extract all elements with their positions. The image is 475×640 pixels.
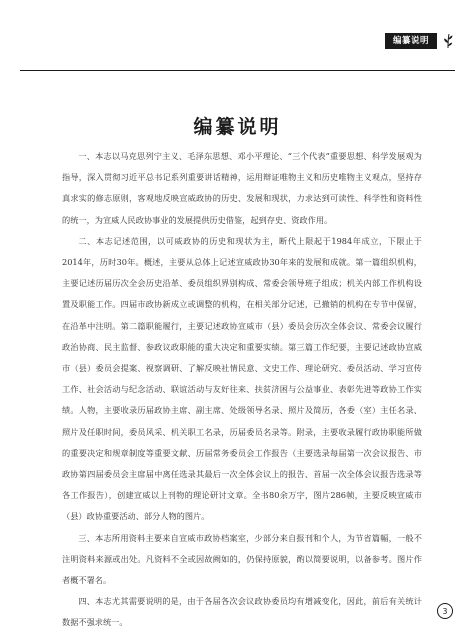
page-number-badge <box>437 603 453 619</box>
running-header <box>385 30 455 52</box>
running-header-label: 编纂说明 <box>385 33 437 49</box>
paragraph: 三、本志所用资料主要来自宣威市政协档案室，少部分来自报刊和个人，为节省篇幅，一般不注明资料来源或出处。凡资料不全或因故阙如的，仍保持原貌，酌以简要说明，以备参考。图片作者概不署名。 <box>62 532 422 586</box>
paragraph: 四、本志尤其需要说明的是，由于各届各次会议政协委员均有增减变化，因此，前后有关统计数据不强求统一。 <box>62 596 422 628</box>
leaf-sprig-icon <box>441 33 455 49</box>
paragraph: 一、本志以马克思列宁主义、毛泽东思想、邓小平理论、“三个代表”重要思想、科学发展观为指导，深入贯彻习近平总书记系列重要讲话精神，运用辩证唯物主义和历史唯物主义观点，坚持存真求实的修志原则，客观地反映宣威政协的历史、发展和现状，力求达到可读性、科学性和资料性的统一，为宣威人民政协事业的发展提供历史借鉴，起到存史、资政作用。 <box>62 151 422 225</box>
body-text <box>62 146 422 634</box>
paragraph: 二、本志记述范围，以可威政协的历史和现状为主，断代上限起于1984年成立，下限止于2014年，历时30年。概述，主要从总体上记述宣威政协30年来的发展和成就。第一篇组织机构，主要记述历届历次全会历史沿革、委员组织界别构成、常委会领导班子组成；机关内部工作机构设置及职能工作。四届市政协新成立或调整的机构，在相关部分记述，已撤销的机构在专节中保留，在沿革中注明。第二篇职能履行，主要记述政协宣威市（县）委员会历次全体会议、常委会议履行政治协商、民主监督、参政议政职能的重大决定和重要实绩。第三篇工作纪要，主要记述政协宣威市（县）委员会提案、视察调研、了解反映社情民意、文史工作、理论研究、委员活动、学习宣传工作、社会活动与纪念活动、联谊活动与友好往来、扶贫济困与公益事业、表彰先进等政协工作实绩。人物，主要收录历届政协主席、副主席、处级领导名录、照片及简历，各委（室）主任名录、照片及任职时间，委员风采、机关职工名录，历届委员名录等。附录，主要收录履行政协职能所做的重要决定和规章制度等重要文献、历届常务委员会工作报告（主要选录每届第一次会议报告、市政协第四届委员会主席届中离任选录其最后一次全体会议上的报告、首届一次全体会议报告选录等各工作报告），创建宣威以上刊物的理论研讨文章。全书80余万字，图片286帧，主要反映宣威市（县）政协重要活动、部分人物的图片。 <box>62 235 422 522</box>
header-divider <box>20 70 455 71</box>
page-number: 3 <box>437 603 453 619</box>
page-title: 编纂说明 <box>193 116 282 138</box>
